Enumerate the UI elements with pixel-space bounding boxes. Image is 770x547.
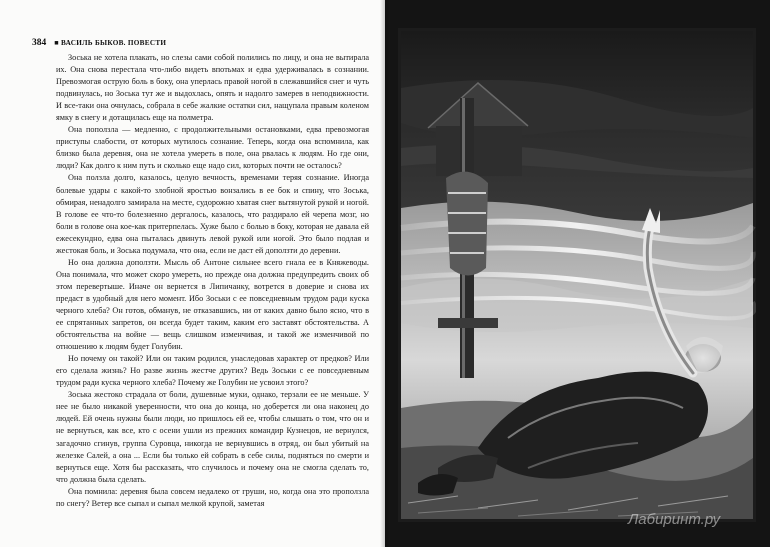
book-gutter: [380, 0, 390, 547]
paragraph: Она ползла долго, казалось, целую вечность, временами теряя сознание. Иногда болевые удары с какой-то злобной яростью вонзались в ее бок и спину, что Зоська, обмирая, ненадолго замирала на месте, судорожно хватая снег вытянутой рукой и ногой. В голове ее что-то болезненно дергалось, казалось, что раздирало ей черепа мозг, но боли в голове она кое-как притерпелась. Хуже было с болью в боку, которая не давала ей ежесекундно, едва она пыталась двинуть левой рукой или ногой. Это было подлая и жестокая боль, и Зоська подумала, что она, если не даст ей доползти до деревни.: [56, 173, 369, 255]
running-head: ■ ВАСИЛЬ БЫКОВ. ПОВЕСТИ: [54, 39, 167, 47]
paragraph: Зоська не хотела плакать, но слезы сами собой полились по лицу, и она не вытирала их. Она снова перестала что-либо видеть впотьмах и едва удерживалась в сознании. Превозмогая острую боль в боку, она уперлась правой ногой в слежавшийся снег и чуть подвинулась, но Зоська тут же и выдохлась, опять и надолго замерев в неподвижности. И все-таки она очнулась, собрала в себе жалкие остатки сил, нащупала правым коленом ямку в снегу и дотащилась еще на полметра.: [56, 53, 369, 123]
paragraph: Она поползла — медленно, с продолжительными остановками, едва превозмогая приступы слабости, от которых мутилось сознание. Теперь, когда она вспомнила, как близко была деревня, она не хотела умереть в поле, она рвалась к людям. Но где они, люди? Как долго к ним путь и сколько еще надо сил, которых почти не осталось?: [56, 125, 369, 171]
paragraph: Она помнила: деревня была совсем недалеко от груши, но, когда она это проползла по снегу? Ветер все сыпал и сыпал мелкой крупой, заметая: [56, 486, 369, 508]
illustration: [398, 28, 756, 522]
paragraph: Зоська жестоко страдала от боли, душевные муки, однако, терзали ее не меньше. У нее не было никакой уверенности, что она до конца, но доберется ли она наконец до людей. Ей очень нужны были люди, но пришлось ей ее, чтобы слышать о том, что он и не вернуться, как все, кто с осени ушли из прежних командир Кузнецов, не вернулся, загадочно сгинув, группа Суровца, никогда не вернувшись в отряд, он был убитый на железке Салей, а она ... Если бы только ей собрать в себе силы, подняться по смерти и вернуться еще. Хотя бы рассказать, что случилось и почему она не смогла сделать то, что должна была сделать.: [56, 390, 369, 484]
page-header: [32, 38, 372, 50]
watermark-logo: Лабиринт.ру: [628, 511, 721, 528]
page-number: 384: [32, 38, 47, 48]
paragraph: Но она должна доползти. Мысль об Антоне сильнее всего гнала ее в Княжеводы. Она понимала, что может скоро умереть, но прежде она должна предупредить своих об этом перевертыше. Иначе он вернется в Липичанку, вотрется в доверие и снова их предаст в удобный для него момент. Ибо Зоськи с ее повседневным трудом ради куска черного хлеба? Он готов, обманув, не отказавшись, ни от каких давно было ясно, что в ее спрятанных запретов, он всегда будет таким, каким его заставят обстоятельства. А обстоятельства на войне — вещь слишком изменчивая, и такой же изменчивой по отношению к людям будет Голубин.: [56, 257, 369, 352]
paragraph: Но почему он такой? Или он таким родился, унаследовав характер от предков? Или его сделала жизнь? Но разве жизнь жестче других? Ведь Зоськи с ее повседневным трудом ради куска черного хлеба? Почему же Голубин не усвоил этого?: [56, 354, 369, 388]
body-text: [56, 52, 369, 510]
